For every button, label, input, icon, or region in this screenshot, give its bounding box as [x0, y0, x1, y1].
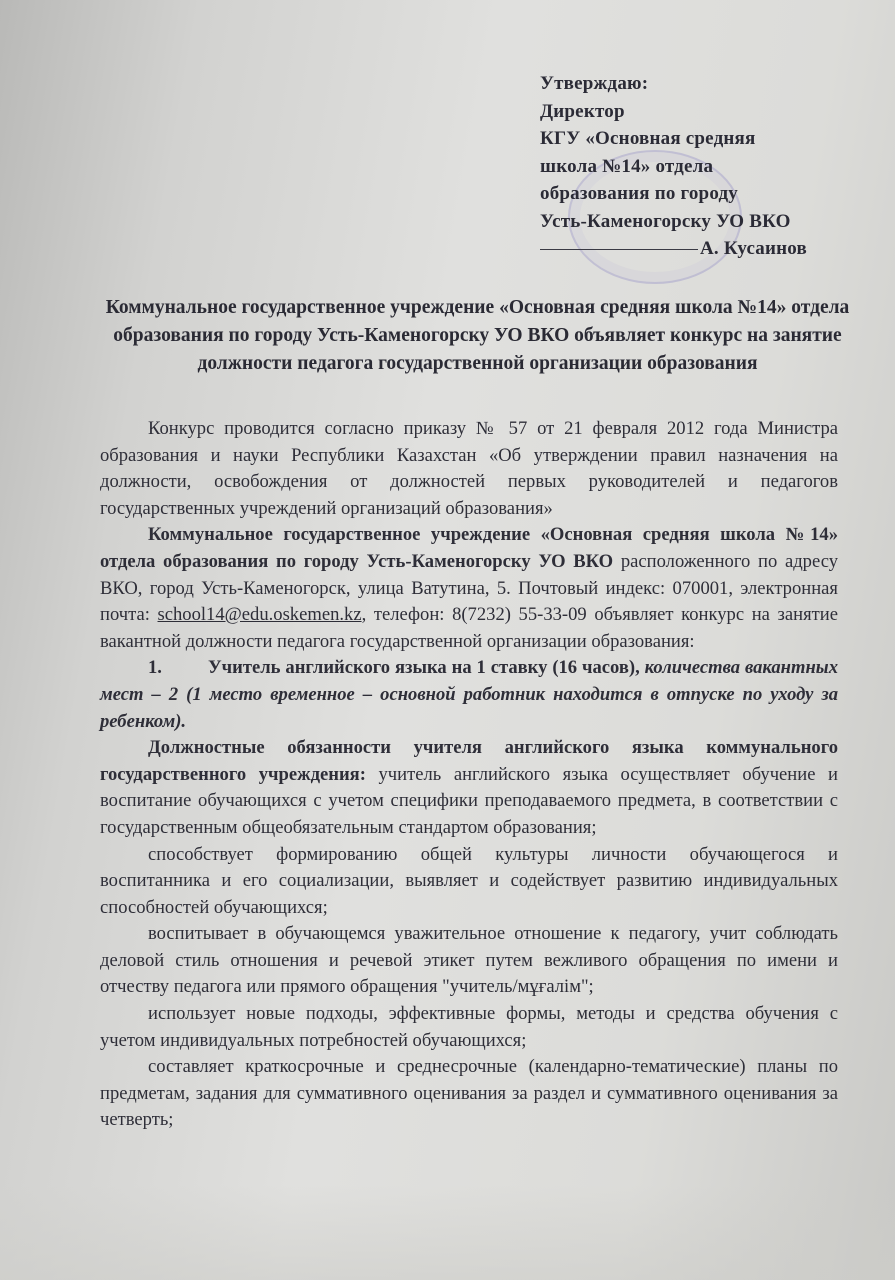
paragraph-duty-methods: использует новые подходы, эффективные формы, методы и средства обучения с учетом индивидуальных потребностей обучающихся; — [100, 1003, 838, 1051]
approval-line-position: Директор — [540, 100, 625, 122]
organization-phone: , телефон: 8(7232) 55-33-09 объявляет конкурс на занятие вакантной должности педагога государственной организации образования: — [100, 604, 838, 652]
paragraph-duty-plans: составляет краткосрочные и среднесрочные (календарно-тематические) планы по предметам, задания для суммативного оценивания за раздел и суммативного оценивания за четверть; — [100, 1056, 838, 1131]
paragraph-organization — [100, 522, 838, 655]
organization-address: расположенного по адресу ВКО, город Усть-Каменогорск, улица Ватутина, 5. Почтовый индекс: 070001, электронная почта: — [100, 550, 839, 626]
duties-heading: Должностные обязанности учителя английского языка коммунального государственного учреждения: — [100, 737, 838, 785]
vacancy-number: 1. — [148, 657, 162, 679]
approval-line-approve: Утверждаю: — [540, 73, 649, 94]
vacancy-count: количества вакантных мест – 2 (1 место временное – основной работник находится в отпуске по уходу за ребенком). — [100, 657, 838, 732]
paper-bottom-shadow — [0, 1185, 895, 1280]
document-heading: Коммунальное государственное учреждение «Основная средняя школа №14» отдела образования по городу Усть-Каменогорску УО ВКО объявляет конкурс на занятие должности педагога государственной организации образования — [105, 297, 850, 374]
approval-line-org-2: школа №14» отдела — [540, 155, 714, 177]
document-body — [100, 416, 838, 1134]
vacancy-title: Учитель английского языка на 1 ставку (16 часов), — [208, 657, 640, 679]
approval-line-org-3: образования по городу — [540, 183, 738, 204]
paragraph-duty-respect: воспитывает в обучающемся уважительное отношение к педагогу, учит соблюдать деловой стиль отношения и речевой этикет путем вежливого обращения по имени и отчеству педагога или прямого обращения "учитель/мұғалім"; — [100, 923, 838, 998]
approval-line-org-4: Усть-Каменогорску УО ВКО — [540, 210, 791, 232]
organization-name: Коммунальное государственное учреждение «Основная средняя школа №14» отдела образования по городу Усть-Каменогорску УО ВКО — [100, 524, 838, 572]
paragraph-duties — [100, 735, 838, 841]
signature-underline — [540, 249, 698, 250]
paragraph-duty-culture: способствует формированию общей культуры личности обучающегося и воспитанника и его социализации, выявляет и содействует развитию индивидуальных способностей обучающихся; — [100, 843, 838, 918]
approval-signature-line — [540, 235, 880, 263]
approval-block — [540, 70, 880, 263]
signer-name: А. Кусаинов — [700, 238, 807, 259]
approval-line-org-1: КГУ «Основная средняя — [540, 128, 756, 149]
vacancy-item — [100, 655, 838, 735]
duties-text: учитель английского языка осуществляет обучение и воспитание обучающихся с учетом специфики преподаваемого предмета, в соответствии с государственным общеобязательным стандартом образования; — [100, 763, 838, 838]
paragraph-legal-basis: Конкурс проводится согласно приказу № 57 от 21 февраля 2012 года Министра образования и науки Республики Казахстан «Об утверждении правил назначения на должности, освобождения от должностей первых руководителей и педагогов государственных учреждений организаций образования» — [100, 418, 838, 519]
organization-email: school14@edu.oskemen.kz — [157, 604, 362, 626]
